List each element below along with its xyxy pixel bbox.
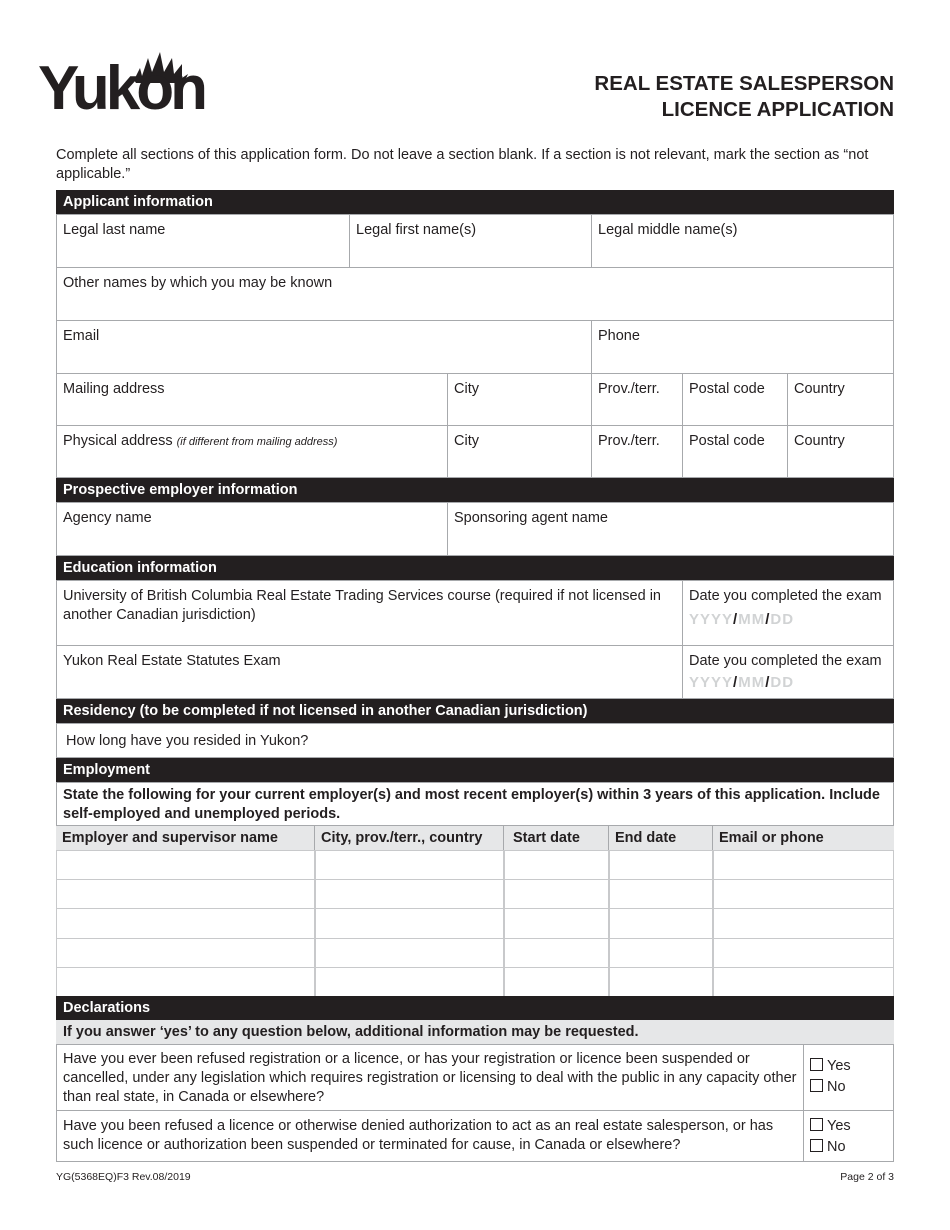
q1-yes-label: Yes <box>827 1058 851 1074</box>
declaration-question-1: Have you ever been refused registration or a licence, or has your registration or licence been suspended or cancelled, under any legislation which requires registration or licensing to deal with the public in any capacity other than real state, in Canada or elsewhere? <box>56 1044 804 1111</box>
ubc-course-label: University of British Columbia Real Estate Trading Services course (required if not licensed in another Canadian jurisdiction) <box>63 588 661 623</box>
employment-instruction: State the following for your current employer(s) and most recent employer(s) within 3 years of this application. Include self-employed and unemployed periods. <box>56 782 894 826</box>
legal-last-name-field[interactable] <box>56 214 350 268</box>
col-employer-name: Employer and supervisor name <box>56 826 315 850</box>
mailing-address-label: Mailing address <box>63 381 165 397</box>
physical-address-field[interactable] <box>56 425 448 478</box>
employment-table-cell[interactable] <box>315 908 504 938</box>
employment-table-cell[interactable] <box>713 879 894 909</box>
q2-no-option[interactable] <box>810 1137 851 1158</box>
employment-table-cell[interactable] <box>315 879 504 909</box>
q2-no-label: No <box>827 1139 846 1155</box>
mailing-country-label: Country <box>794 381 845 397</box>
q2-yes-option[interactable] <box>810 1116 851 1137</box>
col-city: City, prov./terr., country <box>315 826 504 850</box>
declaration-answer-1 <box>803 1044 894 1111</box>
ubc-exam-date-field[interactable] <box>682 580 894 646</box>
email-label: Email <box>63 328 100 344</box>
declarations-note: If you answer ‘yes’ to any question below, additional information may be requested. <box>56 1020 894 1044</box>
residency-field[interactable] <box>56 723 894 758</box>
q2-no-checkbox[interactable] <box>810 1139 823 1152</box>
mailing-address-field[interactable] <box>56 373 448 426</box>
employment-table-cell[interactable] <box>713 850 894 880</box>
section-employment-heading: Employment <box>56 758 894 782</box>
employment-table-cell[interactable] <box>713 938 894 968</box>
declaration-answer-2 <box>803 1110 894 1162</box>
employment-table-cell[interactable] <box>609 908 713 938</box>
statutes-exam-date-placeholder: YYYY/MM/DD <box>689 674 795 691</box>
legal-middle-name-field[interactable] <box>591 214 894 268</box>
physical-address-label: Physical address <box>63 433 173 449</box>
physical-country-field[interactable] <box>787 425 894 478</box>
employment-table-cell[interactable] <box>504 850 609 880</box>
declaration-question-2: Have you been refused a licence or otherwise denied authorization to act as an real estate salesperson, or has such licence or authorization been suspended or terminated for cause, in Canada or elsewhere? <box>56 1110 804 1162</box>
employment-table-cell[interactable] <box>315 850 504 880</box>
employment-table-cell[interactable] <box>315 938 504 968</box>
section-applicant-heading: Applicant information <box>56 190 894 214</box>
agency-name-field[interactable] <box>56 502 448 556</box>
form-title-line1: REAL ESTATE SALESPERSON <box>594 72 894 95</box>
employment-table-cell[interactable] <box>504 879 609 909</box>
sponsoring-agent-field[interactable] <box>447 502 894 556</box>
employment-table-cell[interactable] <box>609 879 713 909</box>
employment-table-cell[interactable] <box>56 908 315 938</box>
section-employer-heading: Prospective employer information <box>56 478 894 502</box>
logo-wordmark: Yukon <box>38 54 205 123</box>
mailing-postal-label: Postal code <box>689 381 765 397</box>
employment-table-cell[interactable] <box>504 908 609 938</box>
employment-table-cell[interactable] <box>713 967 894 997</box>
sponsoring-agent-label: Sponsoring agent name <box>454 510 608 526</box>
phone-field[interactable] <box>591 320 894 374</box>
residency-question: How long have you resided in Yukon? <box>66 733 309 749</box>
email-field[interactable] <box>56 320 592 374</box>
mailing-country-field[interactable] <box>787 373 894 426</box>
q2-yes-checkbox[interactable] <box>810 1118 823 1131</box>
employment-table-cell[interactable] <box>609 938 713 968</box>
statutes-exam-date-label: Date you completed the exam <box>689 653 882 669</box>
phone-label: Phone <box>598 328 640 344</box>
statutes-exam-label: Yukon Real Estate Statutes Exam <box>63 653 281 669</box>
q1-no-label: No <box>827 1079 846 1095</box>
mailing-city-label: City <box>454 381 479 397</box>
col-end-date: End date <box>609 826 713 850</box>
form-title-line2: LICENCE APPLICATION <box>661 98 894 121</box>
employment-table-cell[interactable] <box>56 850 315 880</box>
other-names-field[interactable] <box>56 267 894 321</box>
mailing-prov-label: Prov./terr. <box>598 381 660 397</box>
section-education-heading: Education information <box>56 556 894 580</box>
employment-table-cell[interactable] <box>609 967 713 997</box>
legal-first-name-label: Legal first name(s) <box>356 222 477 238</box>
statutes-exam-date-field[interactable] <box>682 645 894 699</box>
col-start-date: Start date <box>504 826 609 850</box>
physical-address-note: (if different from mailing address) <box>176 436 338 448</box>
employment-table-cell[interactable] <box>504 967 609 997</box>
ubc-course-row <box>56 580 683 646</box>
legal-middle-name-label: Legal middle name(s) <box>598 222 738 238</box>
ubc-exam-date-placeholder: YYYY/MM/DD <box>689 611 795 628</box>
physical-postal-field[interactable] <box>682 425 788 478</box>
yukon-logo <box>38 50 210 122</box>
physical-country-label: Country <box>794 433 845 449</box>
physical-prov-label: Prov./terr. <box>598 433 660 449</box>
section-declarations-heading: Declarations <box>56 996 894 1020</box>
q1-no-option[interactable] <box>810 1077 851 1098</box>
physical-city-label: City <box>454 433 479 449</box>
agency-name-label: Agency name <box>63 510 152 526</box>
q1-yes-checkbox[interactable] <box>810 1058 823 1071</box>
q1-no-checkbox[interactable] <box>810 1079 823 1092</box>
q2-yes-label: Yes <box>827 1118 851 1134</box>
employment-table-cell[interactable] <box>56 879 315 909</box>
ubc-exam-date-label: Date you completed the exam <box>689 588 882 604</box>
employment-table-cell[interactable] <box>315 967 504 997</box>
physical-city-field[interactable] <box>447 425 592 478</box>
employment-table-cell[interactable] <box>56 938 315 968</box>
section-residency-heading: Residency (to be completed if not licensed in another Canadian jurisdiction) <box>56 699 894 723</box>
mailing-city-field[interactable] <box>447 373 592 426</box>
employment-table-cell[interactable] <box>56 967 315 997</box>
other-names-label: Other names by which you may be known <box>63 275 333 291</box>
q1-yes-option[interactable] <box>810 1056 851 1077</box>
page-number: Page 2 of 3 <box>840 1171 894 1183</box>
physical-prov-field[interactable] <box>591 425 683 478</box>
employment-table-cell[interactable] <box>713 908 894 938</box>
statutes-exam-row <box>56 645 683 699</box>
form-code: YG(5368EQ)F3 Rev.08/2019 <box>56 1171 191 1183</box>
legal-last-name-label: Legal last name <box>63 222 166 238</box>
physical-postal-label: Postal code <box>689 433 765 449</box>
employment-table-cell[interactable] <box>504 938 609 968</box>
mailing-prov-field[interactable] <box>591 373 683 426</box>
employment-table-cell[interactable] <box>609 850 713 880</box>
intro-text: Complete all sections of this application form. Do not leave a section blank. If a section is not relevant, mark the section as “not applicable.” <box>56 147 869 182</box>
legal-first-name-field[interactable] <box>349 214 592 268</box>
col-email-phone: Email or phone <box>713 826 894 850</box>
mailing-postal-field[interactable] <box>682 373 788 426</box>
